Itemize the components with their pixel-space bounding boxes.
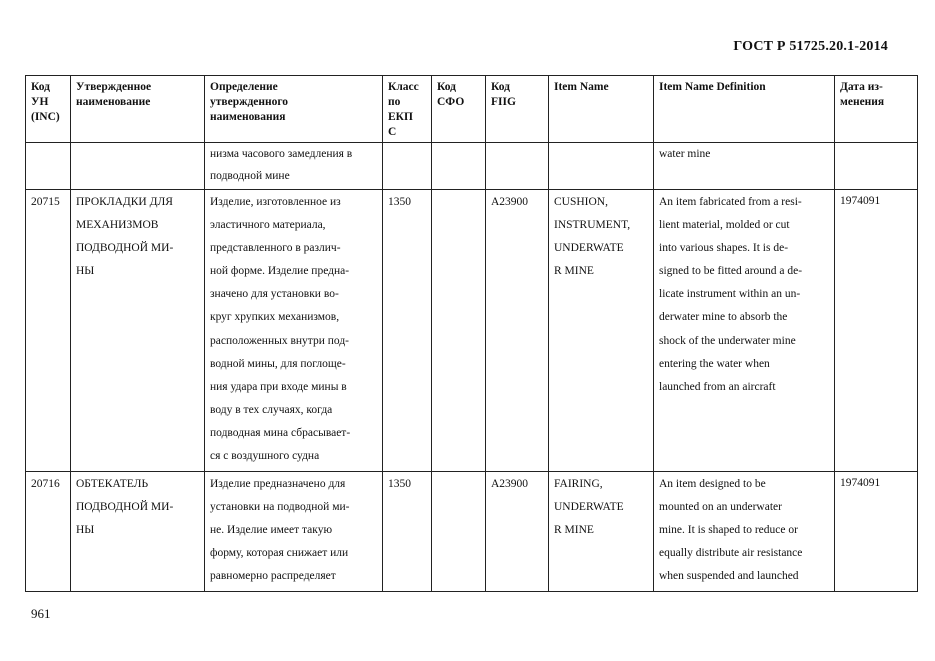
cell-item-name-definition: An item fabricated from a resi- lient material, molded or cut into various shapes. It is de- signed to be fitted around a de- licate instrument within an un- derwater mine to absorb the shock of the underwater mine entering the water when launched from an aircraft	[654, 190, 835, 472]
cell-ekps-class: 1350	[383, 472, 432, 592]
cell-approved-name: ПРОКЛАДКИ ДЛЯ МЕХАНИЗМОВ ПОДВОДНОЙ МИ- НЫ	[71, 190, 205, 472]
header-change-date: Дата из- менения	[835, 76, 918, 143]
cell-item-name: FAIRING, UNDERWATE R MINE	[549, 472, 654, 592]
cell-item-name-definition: water mine	[654, 143, 835, 190]
cell-sfo-code	[432, 190, 486, 472]
cell-approved-name	[71, 143, 205, 190]
cell-fiig-code	[486, 143, 549, 190]
header-fiig-code: Код FIIG	[486, 76, 549, 143]
table-row	[26, 190, 918, 472]
header-inc: Код УН (INC)	[26, 76, 71, 143]
cell-sfo-code	[432, 143, 486, 190]
header-definition: Определение утвержденного наименования	[205, 76, 383, 143]
cell-inc	[26, 143, 71, 190]
page-number: 961	[31, 606, 51, 621]
header-item-name-definition: Item Name Definition	[654, 76, 835, 143]
cell-ekps-class	[383, 143, 432, 190]
header-sfo-code: Код СФО	[432, 76, 486, 143]
cell-item-name-definition: An item designed to be mounted on an underwater mine. It is shaped to reduce or equally distribute air resistance when suspended and launched	[654, 472, 835, 592]
cell-change-date	[835, 143, 918, 190]
table-row	[26, 472, 918, 592]
cell-ekps-class: 1350	[383, 190, 432, 472]
document-id: ГОСТ Р 51725.20.1-2014	[733, 39, 888, 54]
cell-change-date: 1974091	[835, 190, 918, 472]
cell-fiig-code: A23900	[486, 472, 549, 592]
cell-definition: низма часового замедления в подводной мине	[205, 143, 383, 190]
table-header-row	[26, 76, 918, 143]
cell-definition: Изделие, изготовленное из эластичного материала, представленного в различ- ной форме. Изделие предна- значено для установки во- круг хрупких механизмов, расположенных внутри под- водной мины, для поглоще- ния удара при входе мины в воду в тех случаях, когда подводная мина сбрасывает- ся с воздушного судна	[205, 190, 383, 472]
cell-item-name	[549, 143, 654, 190]
cell-approved-name: ОБТЕКАТЕЛЬ ПОДВОДНОЙ МИ- НЫ	[71, 472, 205, 592]
table-row	[26, 143, 918, 190]
header-ekps-class: Класс по ЕКП С	[383, 76, 432, 143]
cell-fiig-code: A23900	[486, 190, 549, 472]
cell-inc: 20716	[26, 472, 71, 592]
header-approved-name: Утвержденное наименование	[71, 76, 205, 143]
cell-inc: 20715	[26, 190, 71, 472]
cell-definition: Изделие предназначено для установки на подводной ми- не. Изделие имеет такую форму, которая снижает или равномерно распределяет	[205, 472, 383, 592]
cell-change-date: 1974091	[835, 472, 918, 592]
classifier-table	[25, 75, 918, 592]
header-item-name: Item Name	[549, 76, 654, 143]
cell-sfo-code	[432, 472, 486, 592]
cell-item-name: CUSHION, INSTRUMENT, UNDERWATE R MINE	[549, 190, 654, 472]
